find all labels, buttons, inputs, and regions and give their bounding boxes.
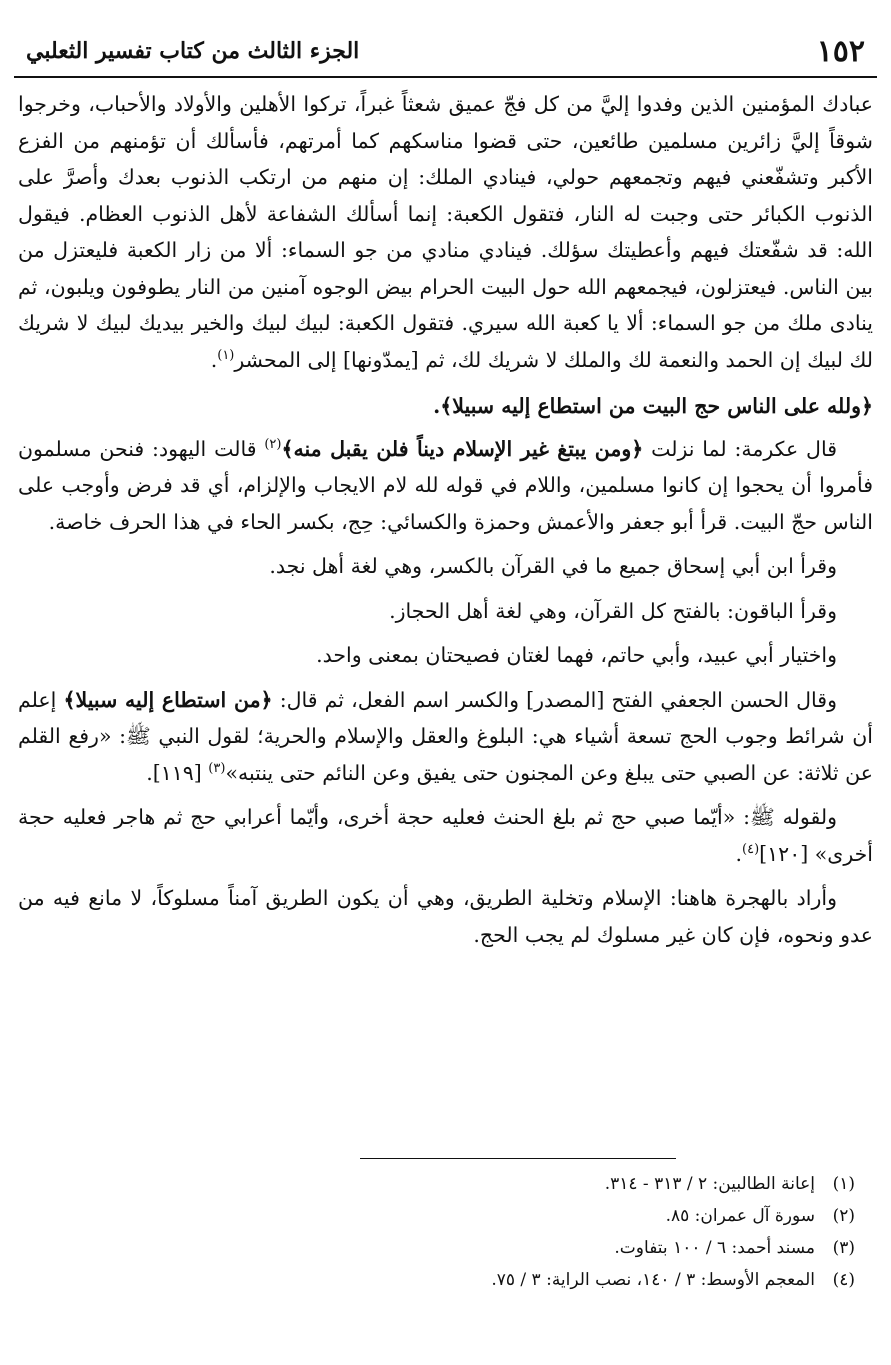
footnote-marker: (٣) (208, 760, 226, 776)
paragraph: واختيار أبي عبيد، وأبي حاتم، فهما لغتان فصيحتان بمعنى واحد. (316, 643, 837, 667)
paragraph-end: . (735, 841, 743, 866)
footnote-number: (٢) (832, 1206, 855, 1226)
running-title: الجزء الثالث من كتاب تفسير الثعلبي (26, 38, 360, 64)
footnote-text: المعجم الأوسط: ٣ / ١٤٠، نصب الراية: ٣ / ٧٥. (491, 1270, 815, 1290)
footnote-number: (٤) (832, 1270, 855, 1290)
footnote-marker: (٤) (742, 841, 760, 857)
footnote-marker: (٢) (264, 436, 282, 452)
hadith-ref: [١١٩]. (146, 760, 209, 785)
quran-quote: ﴿ومن يبتغ غير الإسلام ديناً فلن يقبل منه﴾ (281, 436, 644, 461)
footnote-text: سورة آل عمران: ٨٥. (665, 1206, 815, 1226)
footnote-number: (٣) (832, 1238, 855, 1258)
paragraph (18, 431, 873, 541)
paragraph (18, 799, 873, 872)
paragraph-text: عبادك المؤمنين الذين وفدوا إليَّ من كل فجّ عميق شعثاً غبراً، تركوا الأهلين والأولاد والأحباب، وخرجوا شوقاً إليَّ زائرين مسلمين طائعين، حتى قضوا مناسكهم كما أمرتهم، فأسألك أن تؤمنهم من الفزع الأكبر وتشفّعني فيهم وتجمعهم حولي، فينادي الملك: إن منهم من ارتكب الذنوب بعدك وأصرَّ على الذنوب الكبائر حتى وجبت له النار، فتقول الكعبة: إنما أسألك الشفاعة لأهل الذنوب العظام. فيقول الله: قد شفّعتك فيهم وأعطيتك سؤلك. فينادي منادي من جو السماء: ألا من زار الكعبة فليعتزل من بين الناس. فيعتزلون، فيجمعهم الله حول البيت الحرام بيض الوجوه آمنين من النار يطوفون ويلبون، ثم ينادى ملك من جو السماء: ألا يا كعبة الله سيري. فتقول الكعبة: لبيك لبيك والخير بيديك لبيك لا شريك لك لبيك إن الحمد والنعمة لك والملك لا شريك لك، ثم [يمدّونها] إلى المحشر (18, 92, 873, 372)
footnote-number: (١) (832, 1174, 855, 1194)
page-header (14, 30, 877, 78)
paragraph: وقرأ الباقون: بالفتح كل القرآن، وهي لغة أهل الحجاز. (389, 598, 837, 623)
paragraph-text: إعلم أن شرائط وجوب الحج تسعة أشياء هي: البلوغ والعقل والإسلام والحرية؛ لقول النبي ﷺ: «رفع القلم عن ثلاثة: عن الصبي حتى يبلغ وعن المجنون حتى يفيق وعن النائم حتى ينتبه» (18, 687, 873, 785)
paragraph-end: . (210, 347, 218, 372)
footnote (120, 1264, 855, 1296)
paragraph-text: قال عكرمة: لما نزلت (643, 436, 837, 461)
quran-quote: ﴿من استطاع إليه سبيلا﴾ (63, 687, 273, 712)
paragraph-text: وقال الحسن الجعفي الفتح [المصدر] والكسر اسم الفعل، ثم قال: (272, 687, 837, 712)
paragraph: وأراد بالهجرة هاهنا: الإسلام وتخلية الطريق، وهي أن يكون الطريق آمناً مسلوكاً، لا مانع فيه من عدو ونحوه، فإن كان غير مسلوك لم يجب الحج. (18, 886, 873, 947)
footnote-text: إعانة الطالبين: ٢ / ٣١٣ - ٣١٤. (604, 1174, 815, 1194)
footnote-divider (360, 1158, 676, 1159)
paragraph (18, 86, 873, 378)
ayah-heading: ﴿ولله على الناس حج البيت من استطاع إليه سبيلا﴾. (433, 394, 873, 418)
footnote-marker: (١) (217, 347, 235, 363)
footnotes (120, 1168, 855, 1296)
footnote-text: مسند أحمد: ٦ / ١٠٠ بتفاوت. (614, 1238, 815, 1258)
page-number: ١٥٢ (816, 34, 865, 69)
paragraph-text: ولقوله ﷺ: «أيّما صبي حج ثم بلغ الحنث فعليه حجة أخرى، وأيّما أعرابي حج ثم هاجر فعليه حجة أخرى» [١٢٠] (18, 805, 873, 866)
main-text (18, 86, 873, 953)
paragraph: وقرأ ابن أبي إسحاق جميع ما في القرآن بالكسر، وهي لغة أهل نجد. (269, 554, 837, 578)
footnote (120, 1168, 855, 1200)
footnote (120, 1200, 855, 1232)
paragraph (18, 682, 873, 792)
footnote (120, 1232, 855, 1264)
paragraph-text: قالت اليهود: فنحن مسلمون فأمروا أن يحجوا إن كانوا مسلمين، واللام في قوله لله لام الايجاب والإلزام، أي قد فرض وأوجب على الناس حجّ البيت. قرأ أبو جعفر والأعمش وحمزة والكسائي: حِج، بكسر الحاء في هذا الحرف خاصة. (18, 436, 873, 534)
